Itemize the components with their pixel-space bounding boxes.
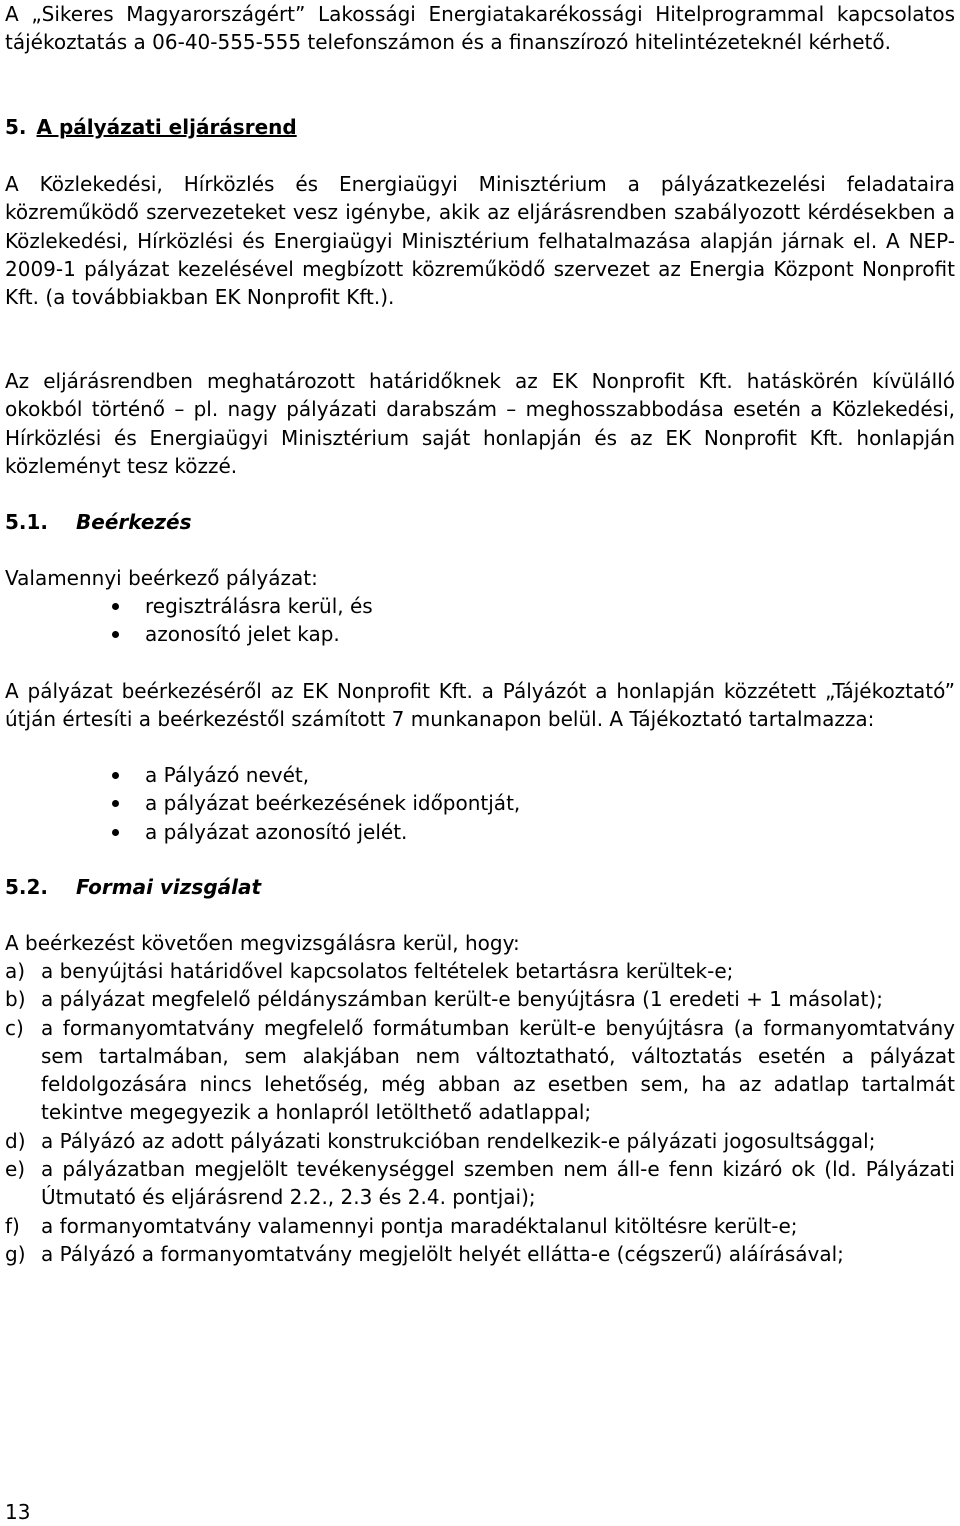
section-5-2-lead: A beérkezést követően megvizsgálásra kerül, hogy: bbox=[5, 931, 520, 955]
list-item: a) a benyújtási határidővel kapcsolatos feltételek betartásra kerültek-e; bbox=[5, 959, 734, 983]
bullet-icon bbox=[112, 631, 119, 638]
section-5-1-paragraph: A pályázat beérkezéséről az EK Nonprofit Kft. a Pályázót a honlapján közzétett „Tájékoztató” útján értesíti a beérkezéstől számított 7 munkanapon belül. A Tájékoztató tartalmazza: bbox=[5, 679, 955, 732]
section-5-1-bullet-list bbox=[5, 592, 955, 649]
bullet-icon bbox=[112, 829, 119, 836]
section-5-paragraph-2: Az eljárásrendben meghatározott határidőknek az EK Nonprofit Kft. hatáskörén kívülálló okokból történő – pl. nagy pályázati darabszám – meghosszabbodása esetén a Közlekedési, Hírközlési és Energiaügyi Minisztérium saját honlapján és az EK Nonprofit Kft. honlapján közleményt tesz közzé. bbox=[5, 369, 955, 478]
intro-paragraph: A „Sikeres Magyarországért” Lakossági Energiatakarékossági Hitelprogrammal kapcsolatos tájékoztatás a 06-40-555-555 telefonszámon és a finanszírozó hitelintézeteknél kérhető. bbox=[5, 2, 955, 55]
list-item: b) a pályázat megfelelő példányszámban került-e benyújtásra (1 eredeti + 1 másolat); bbox=[5, 987, 883, 1012]
section-5-1-lead: Valamennyi beérkező pályázat: bbox=[5, 566, 318, 590]
section-5-2-check-list bbox=[5, 957, 955, 1268]
list-item: f) a formanyomtatvány valamennyi pontja maradéktalanul kitöltésre került-e; bbox=[5, 1213, 798, 1238]
section-5-paragraph-1: A Közlekedési, Hírközlés és Energiaügyi Minisztérium a pályázatkezelési feladataira közreműködő szervezeteket vesz igénybe, akik az eljárásrendben szabályozott kérdésekben a Közlekedési, Hírközlési és Energiaügyi Minisztérium felhatalmazása alapján járnak el. A NEP-2009-1 pályázat kezelésével megbízott közreműködő szervezet az Energia Központ Nonprofit Kft. (a továbbiakban EK Nonprofit Kft.). bbox=[5, 172, 955, 310]
bullet-icon bbox=[112, 800, 119, 807]
list-item: c) a formanyomtatvány megfelelő formátumban került-e benyújtásra (a formanyomtatvány sem tartalmában, sem alakjában nem változtatható, változtatás esetén a pályázat feldolgozására nincs lehetőség, még abban az esetben sem, ha az adatlap tartalmát tekintve megegyezik a honlapról letölthető adatlappal; bbox=[5, 1015, 955, 1125]
page-number: 13 bbox=[5, 1500, 31, 1524]
list-item: azonosító jelet kap. bbox=[5, 620, 955, 648]
list-item: a Pályázó nevét, bbox=[5, 761, 955, 789]
section-5-2-title: Formai vizsgálat bbox=[76, 875, 262, 899]
section-5-1-number: 5.1. bbox=[5, 510, 49, 534]
section-5-number: 5. bbox=[5, 115, 27, 139]
bullet-icon bbox=[112, 772, 119, 779]
list-item: d) a Pályázó az adott pályázati konstrukcióban rendelkezik-e pályázati jogosultsággal; bbox=[5, 1128, 876, 1153]
section-5-2-number: 5.2. bbox=[5, 875, 49, 899]
list-item: regisztrálásra kerül, és bbox=[5, 592, 955, 620]
bullet-icon bbox=[112, 603, 119, 610]
section-5-heading bbox=[5, 113, 297, 141]
section-5-1-title: Beérkezés bbox=[76, 510, 192, 534]
section-5-title: A pályázati eljárásrend bbox=[36, 115, 297, 139]
section-5-1-contents-list bbox=[5, 761, 955, 846]
section-5-1-heading bbox=[5, 508, 192, 536]
list-item: e) a pályázatban megjelölt tevékenységgel szemben nem áll-e fenn kizáró ok (ld. Pályázati Útmutató és eljárásrend 2.2., 2.3 és 2.4. pontjai); bbox=[5, 1157, 955, 1210]
section-5-2-heading bbox=[5, 873, 261, 901]
list-item: a pályázat beérkezésének időpontját, bbox=[5, 789, 955, 817]
list-item: a pályázat azonosító jelét. bbox=[5, 818, 955, 846]
list-item: g) a Pályázó a formanyomtatvány megjelölt helyét ellátta-e (cégszerű) aláírásával; bbox=[5, 1241, 844, 1266]
